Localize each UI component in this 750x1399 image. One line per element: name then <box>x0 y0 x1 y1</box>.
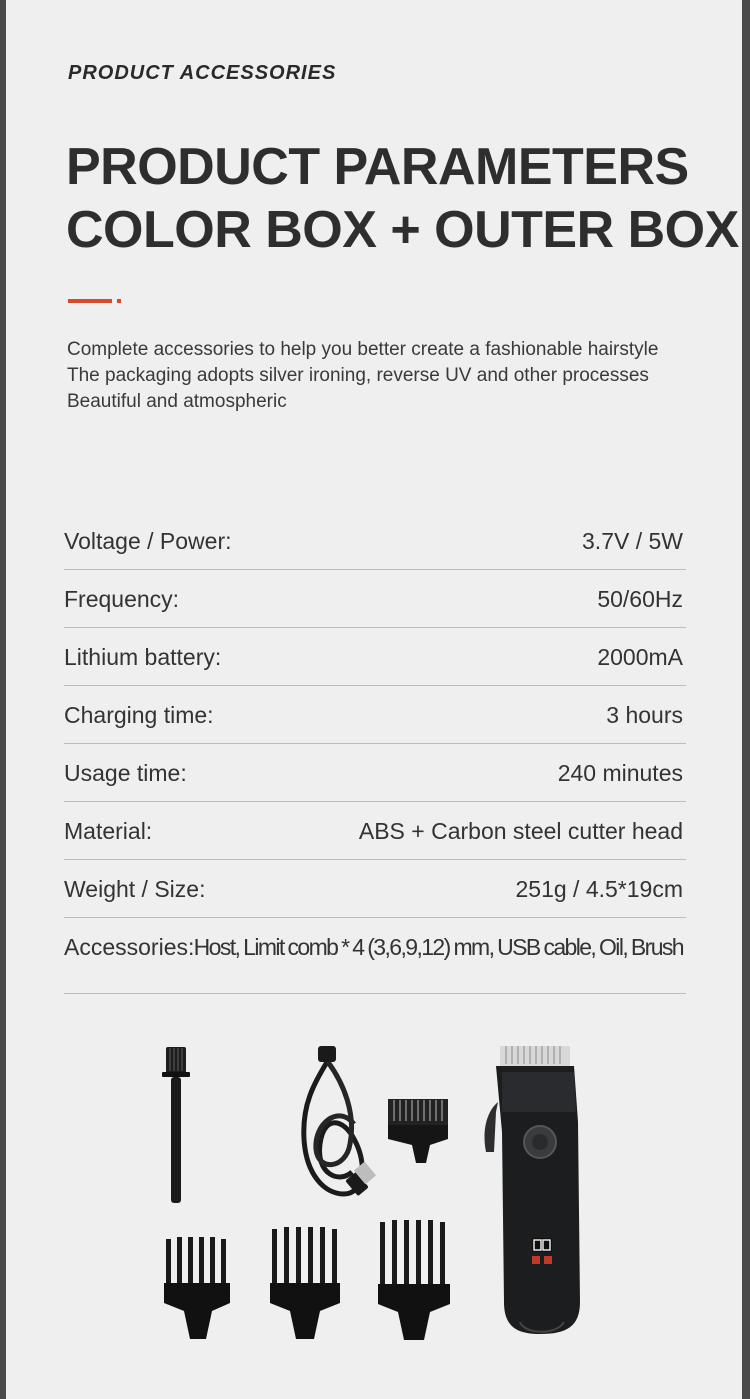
description-line-1: Complete accessories to help you better create a fashionable hairstyle <box>67 339 659 360</box>
page-title <box>66 136 739 262</box>
title-line-1: PRODUCT PARAMETERS <box>66 138 689 196</box>
spec-row-usage <box>64 744 686 802</box>
spec-row-charging <box>64 686 686 744</box>
spec-row-voltage <box>64 512 686 570</box>
spec-value: 3 hours <box>606 702 683 728</box>
spec-label: Usage time: <box>64 760 187 786</box>
spec-value: 2000mA <box>597 644 683 670</box>
limit-comb-icon <box>162 1235 232 1343</box>
spec-value: 3.7V / 5W <box>582 528 683 554</box>
spec-table <box>64 512 686 994</box>
description-line-3: Beautiful and atmospheric <box>67 391 287 412</box>
section-kicker: PRODUCT ACCESSORIES <box>68 62 337 84</box>
description <box>67 337 658 415</box>
product-page <box>6 0 742 1399</box>
accent-dot <box>117 299 121 303</box>
spec-value: 240 minutes <box>557 760 683 786</box>
description-line-2: The packaging adopts silver ironing, reverse UV and other processes <box>67 365 649 386</box>
spec-value: 251g / 4.5*19cm <box>515 876 683 902</box>
hair-clipper-icon <box>480 1042 590 1342</box>
title-line-2: COLOR BOX + OUTER BOX <box>66 201 739 259</box>
limit-comb-icon <box>268 1225 342 1343</box>
limit-comb-icon <box>382 1095 454 1167</box>
spec-value: ABS + Carbon steel cutter head <box>358 818 683 844</box>
spec-row-material <box>64 802 686 860</box>
spec-label: Charging time: <box>64 702 214 728</box>
spec-label: Weight / Size: <box>64 876 206 902</box>
spec-label: Material: <box>64 818 153 844</box>
spec-row-accessories <box>64 918 686 994</box>
cleaning-brush-icon <box>158 1045 194 1205</box>
spec-value: Host, Limit comb * 4 (3,6,9,12) mm, USB cable, Oil, Brush <box>193 934 683 960</box>
spec-row-battery <box>64 628 686 686</box>
spec-row-weight <box>64 860 686 918</box>
limit-comb-icon <box>376 1218 452 1344</box>
spec-label: Accessories: <box>64 934 195 960</box>
usb-cable-icon <box>294 1044 384 1204</box>
spec-row-frequency <box>64 570 686 628</box>
spec-label: Frequency: <box>64 586 180 612</box>
accessories-photo <box>6 1030 742 1370</box>
spec-value: 50/60Hz <box>597 586 683 612</box>
spec-label: Lithium battery: <box>64 644 222 670</box>
spec-label: Voltage / Power: <box>64 528 232 554</box>
accent-bar <box>68 299 112 303</box>
